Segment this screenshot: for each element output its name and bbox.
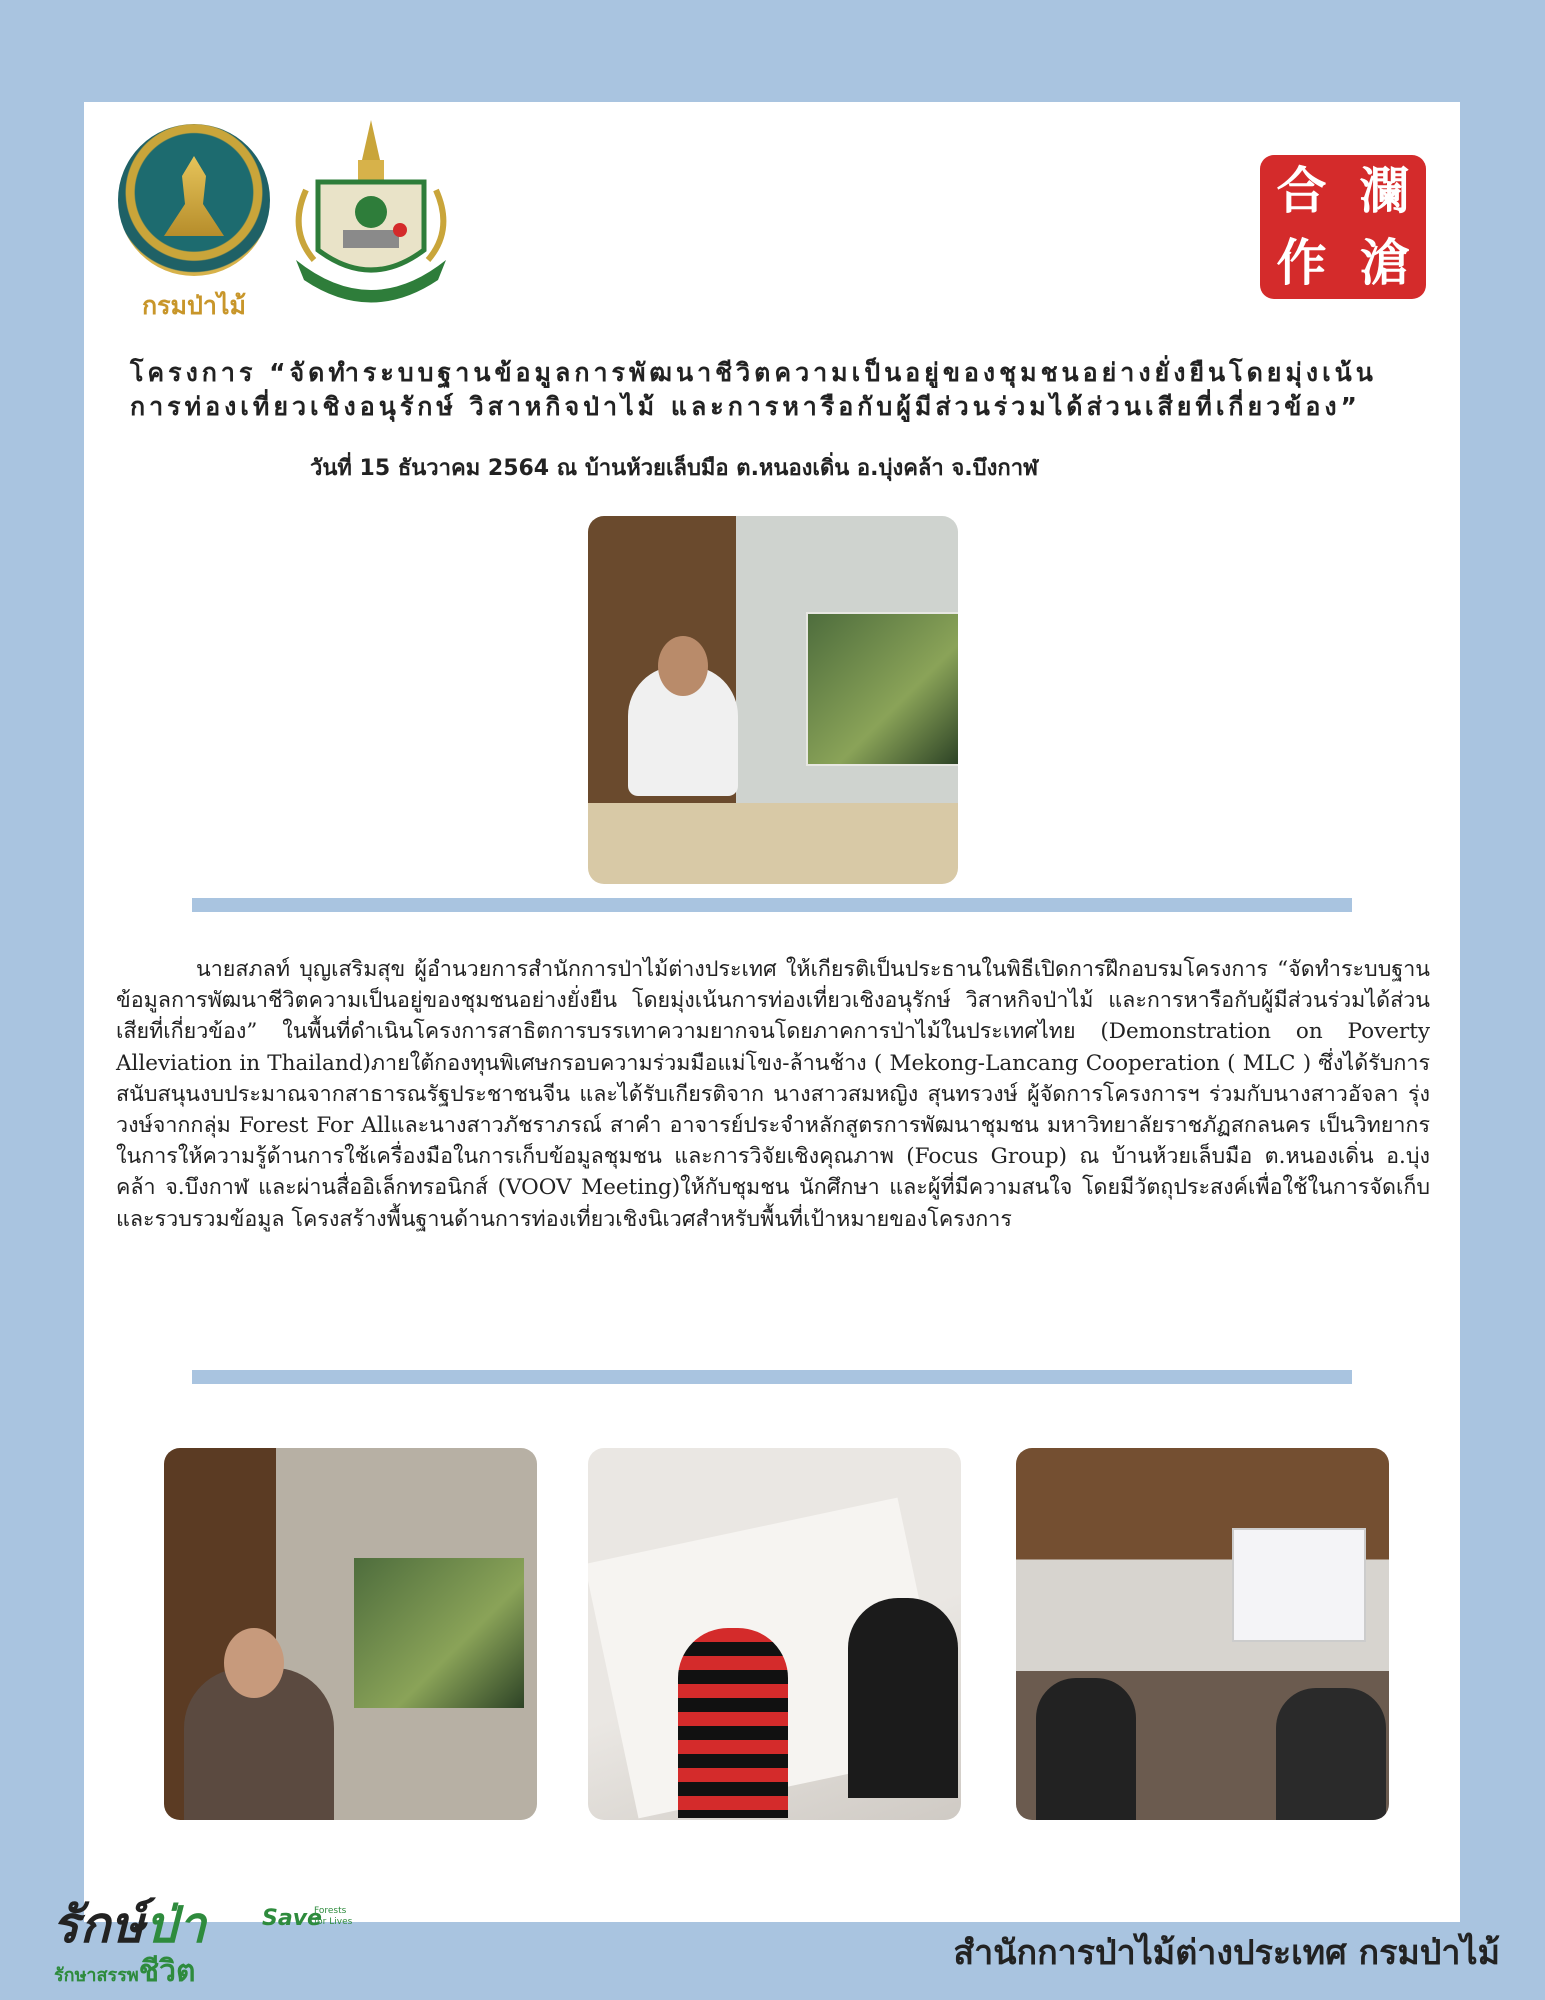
seal-char-4: 滄 [1359,233,1410,292]
photo-director-speaking [588,516,958,884]
photo-focus-group-writing [588,1448,961,1820]
seal-char-3: 作 [1276,233,1327,292]
crest-icon [288,120,454,310]
campaign-main-dark: รักษ์ [52,1896,146,1954]
speaker-head [658,636,708,696]
province-crest-logo [288,120,454,310]
lancang-mekong-cooperation-seal [1260,155,1426,299]
seal-char-1: 合 [1276,161,1327,220]
speaker-head [224,1628,284,1698]
royal-forest-department-seal [118,124,270,276]
projector-screen [354,1558,524,1708]
campaign-forests: Forests for Lives [314,1906,353,1927]
office-name: สำนักการป่าไม้ต่างประเทศ กรมป่าไม้ [953,1933,1500,1973]
campaign-save: Save [262,1906,322,1931]
project-title-line-2: การท่องเที่ยวเชิงอนุรักษ์ วิสาหกิจป่าไม้ และการหารือกับผู้มีส่วนร่วมได้ส่วนเสียที่เกี่ยวข้อง” [130,392,1361,421]
deity-emblem-icon [164,156,224,236]
photo-speaker-woman [164,1448,537,1820]
project-title [130,356,1430,424]
participant-figure [678,1628,788,1818]
campaign-sub-text [54,1948,195,1995]
campaign-sub-dark: รักษาสรรพ [54,1965,139,1986]
participant-figure [848,1598,958,1798]
participant-figure [1276,1688,1386,1820]
royal-forest-department-label: กรมป่าไม้ [141,291,246,320]
divider-bottom [192,1370,1352,1384]
seal-char-2: 瀾 [1359,161,1410,220]
projector-screen [1232,1528,1366,1642]
body-paragraph-text: นายสภลท์ บุญเสริมสุข ผู้อำนวยการสำนักการป่าไม้ต่างประเทศ ให้เกียรติเป็นประธานในพิธีเปิดการฝึกอบรมโครงการ “จัดทำระบบฐานข้อมูลการพัฒนาชีวิตความเป็นอยู่ของชุมชนอย่างยั่งยืน โดยมุ่งเน้นการท่องเที่ยวเชิงอนุรักษ์ วิสาหกิจป่าไม้ และการหารือกับผู้มีส่วนร่วมได้ส่วนเสียที่เกี่ยวข้อง” ในพื้นที่ดำเนินโครงการสาธิตการบรรเทาความยากจนโดยภาคการป่าไม้ในประเทศไทย (Demonstration on Poverty Alleviation in Thailand)ภายใต้กองทุนพิเศษกรอบความร่วมมือแม่โขง-ล้านช้าง ( Mekong-Lancang Cooperation ( MLC ) ซึ่งได้รับการสนับสนุนงบประมาณจากสาธารณรัฐประชาชนจีน และได้รับเกียรติจาก นางสาวสมหญิง สุนทรวงษ์ ผู้จัดการโครงการฯ ร่วมกับนางสาวอัจลา รุ่งวงษ์จากกลุ่ม Forest For Allและนางสาวภัชราภรณ์ สาคำ อาจารย์ประจำหลักสูตรการพัฒนาชุมชน มหาวิทยาลัยราชภัฏสกลนคร เป็นวิทยากรในการให้ความรู้ด้านการใช้เครื่องมือในการเก็บข้อมูลชุมชน และการวิจัยเชิงคุณภาพ (Focus Group) ณ บ้านห้วยเล็บมือ ต.หนองเดิ่น อ.บุ่งคล้า จ.บึงกาฬ และผ่านสื่ออิเล็กทรอนิกส์ (VOOV Meeting)ให้กับชุมชน นักศึกษา และผู้ที่มีความสนใจ โดยมีวัตถุประสงค์เพื่อใช้ในการจัดเก็บและรวบรวมข้อมูล โครงสร้างพื้นฐานด้านการท่องเที่ยวเชิงนิเวศสำหรับพื้นที่เป้าหมายของโครงการ [116,957,1430,1232]
project-title-line-1: โครงการ “จัดทำระบบฐานข้อมูลการพัฒนาชีวิตความเป็นอยู่ของชุมชนอย่างยั่งยืนโดยมุ่งเน้น [130,358,1377,387]
campaign-sub-green: ชีวิต [138,1954,196,1989]
event-date-location: วันที่ 15 ธันวาคม 2564 ณ บ้านห้วยเล็บมือ ต.หนองเดิ่น อ.บุ่งคล้า จ.บึงกาฬ [310,456,1039,481]
photo-workshop-laptops [1016,1448,1389,1820]
save-forests-campaign-logo [52,1886,353,1989]
projector-screen [806,612,958,766]
participant-figure [1036,1678,1136,1820]
campaign-main-green: ป่า [145,1896,207,1954]
body-paragraph [116,954,1430,1235]
divider-top [192,898,1352,912]
